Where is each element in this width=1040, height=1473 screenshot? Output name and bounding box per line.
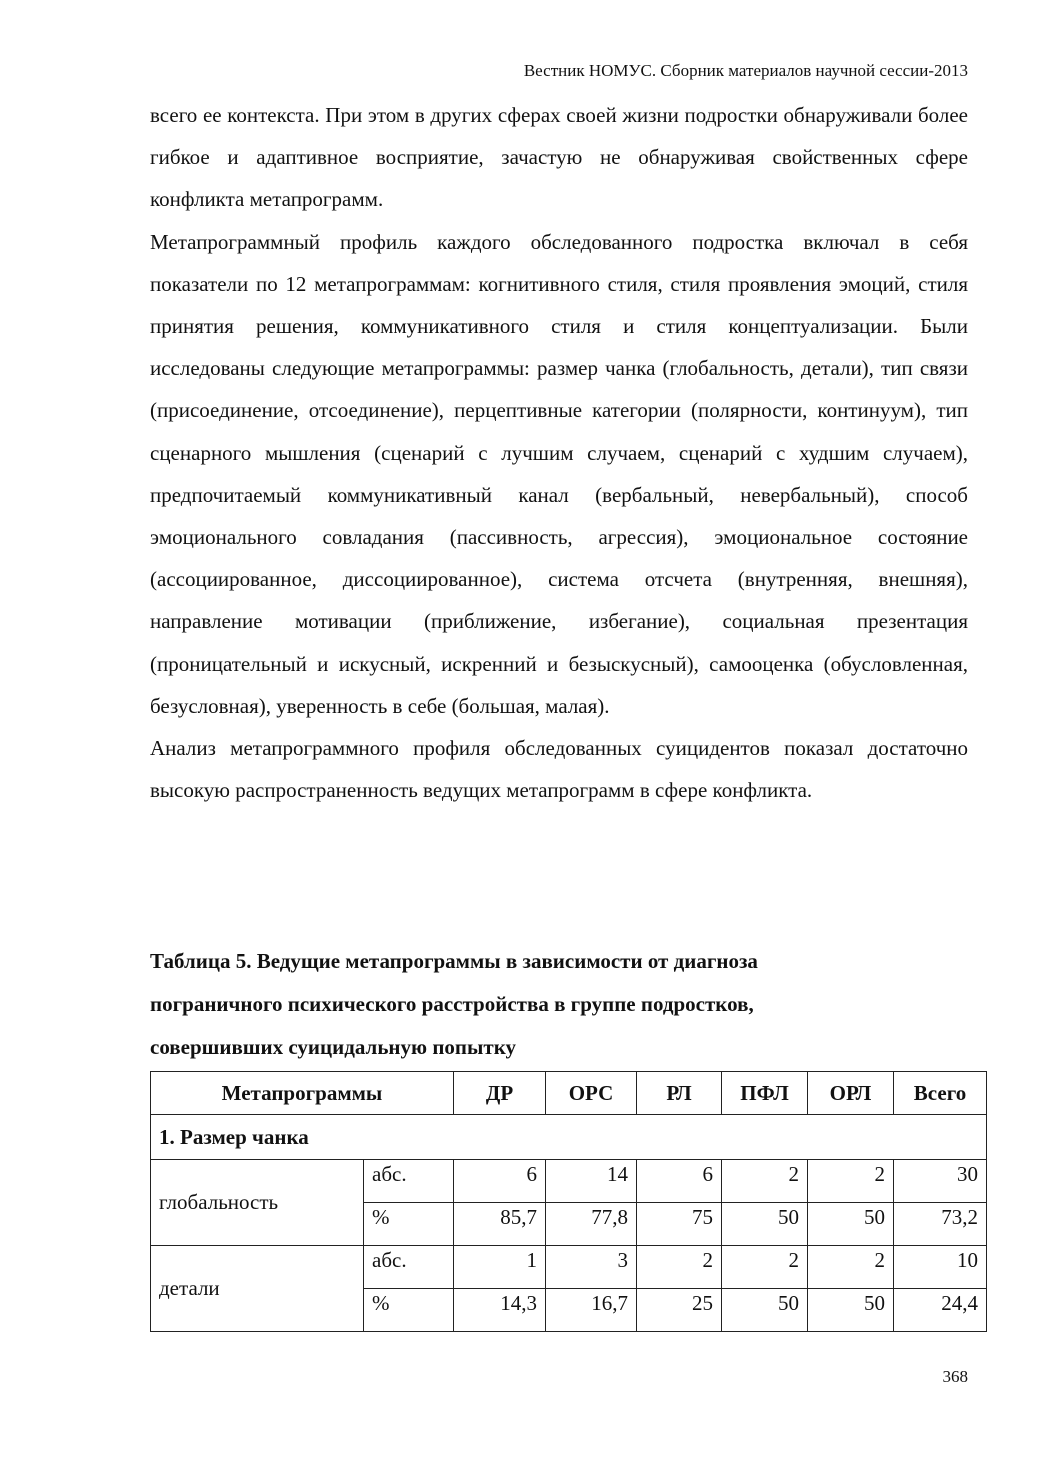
table-cell: 77,8 xyxy=(546,1203,637,1246)
table-cell: 50 xyxy=(808,1203,894,1246)
table-row xyxy=(151,1160,987,1203)
running-header: Вестник НОМУС. Сборник материалов научной сессии-2013 xyxy=(523,61,968,80)
table-caption xyxy=(150,940,968,1069)
metaprogram-table xyxy=(150,1071,987,1332)
caption-line: совершивших суицидальную попытку xyxy=(150,1035,517,1059)
paragraph: Анализ метапрограммного профиля обследованных суицидентов показал достаточно высокую распространенность ведущих метапрограмм в сфере конфликта. xyxy=(150,736,968,803)
table-cell: 16,7 xyxy=(546,1289,637,1332)
table-cell: 75 xyxy=(637,1203,722,1246)
table-cell: 14 xyxy=(546,1160,637,1203)
table-cell: 10 xyxy=(894,1246,987,1289)
table-cell: 2 xyxy=(808,1160,894,1203)
table-cell: 6 xyxy=(637,1160,722,1203)
column-header: ОРЛ xyxy=(808,1072,894,1115)
body-text xyxy=(150,94,968,811)
table-cell: 85,7 xyxy=(454,1203,546,1246)
table-cell: 3 xyxy=(546,1246,637,1289)
table-cell: 73,2 xyxy=(894,1203,987,1246)
table-cell: 2 xyxy=(637,1246,722,1289)
table-header-row xyxy=(151,1072,987,1115)
unit-label: % xyxy=(364,1203,454,1246)
table-cell: 50 xyxy=(722,1289,808,1332)
unit-label: абс. xyxy=(364,1160,454,1203)
caption-line: пограничного психического расстройства в группе подростков, xyxy=(150,992,754,1016)
table-cell: 24,4 xyxy=(894,1289,987,1332)
section-title: 1. Размер чанка xyxy=(151,1115,987,1160)
caption-line: Таблица 5. Ведущие метапрограммы в зависимости от диагноза xyxy=(150,949,758,973)
table-cell: 25 xyxy=(637,1289,722,1332)
column-header: ОРС xyxy=(546,1072,637,1115)
table-cell: 1 xyxy=(454,1246,546,1289)
indicator-label: глобальность xyxy=(151,1160,364,1246)
paragraph: всего ее контекста. При этом в других сферах своей жизни подростки обнаруживали более гибкое и адаптивное восприятие, зачастую не обнаруживая свойственных сфере конфликта метапрограмм. xyxy=(150,103,968,212)
column-header: ДР xyxy=(454,1072,546,1115)
unit-label: % xyxy=(364,1289,454,1332)
table-cell: 2 xyxy=(722,1160,808,1203)
paragraph: Метапрограммный профиль каждого обследованного подростка включал в себя показатели по 12 метапрограммам: когнитивного стиля, стиля проявления эмоций, стиля принятия решения, коммуникативного стиля и стиля концептуализации. Были исследованы следующие метапрограммы: размер чанка (глобальность, детали), тип связи (присоединение, отсоединение), перцептивные категории (полярности, континуум), тип сценарного мышления (сценарий с лучшим случаем, сценарий с худшим случаем), предпочитаемый коммуникативный канал (вербальный, невербальный), способ эмоционального совладания (пассивность, агрессия), эмоциональное состояние (ассоциированное, диссоциированное), система отсчета (внутренняя, внешняя), направление мотивации (приближение, избегание), социальная презентация (проницательный и искусный, искренний и безыскусный), самооценка (обусловленная, безусловная), уверенность в себе (большая, малая). xyxy=(150,229,968,718)
table-cell: 30 xyxy=(894,1160,987,1203)
table-cell: 14,3 xyxy=(454,1289,546,1332)
table-cell: 6 xyxy=(454,1160,546,1203)
indicator-label: детали xyxy=(151,1246,364,1332)
column-header: Метапрограммы xyxy=(151,1072,454,1115)
table-cell: 2 xyxy=(722,1246,808,1289)
column-header: РЛ xyxy=(637,1072,722,1115)
section-row xyxy=(151,1115,987,1160)
table-cell: 50 xyxy=(722,1203,808,1246)
table-row xyxy=(151,1246,987,1289)
table-cell: 50 xyxy=(808,1289,894,1332)
unit-label: абс. xyxy=(364,1246,454,1289)
page-number: 368 xyxy=(942,1367,968,1386)
column-header: Всего xyxy=(894,1072,987,1115)
column-header: ПФЛ xyxy=(722,1072,808,1115)
table-cell: 2 xyxy=(808,1246,894,1289)
